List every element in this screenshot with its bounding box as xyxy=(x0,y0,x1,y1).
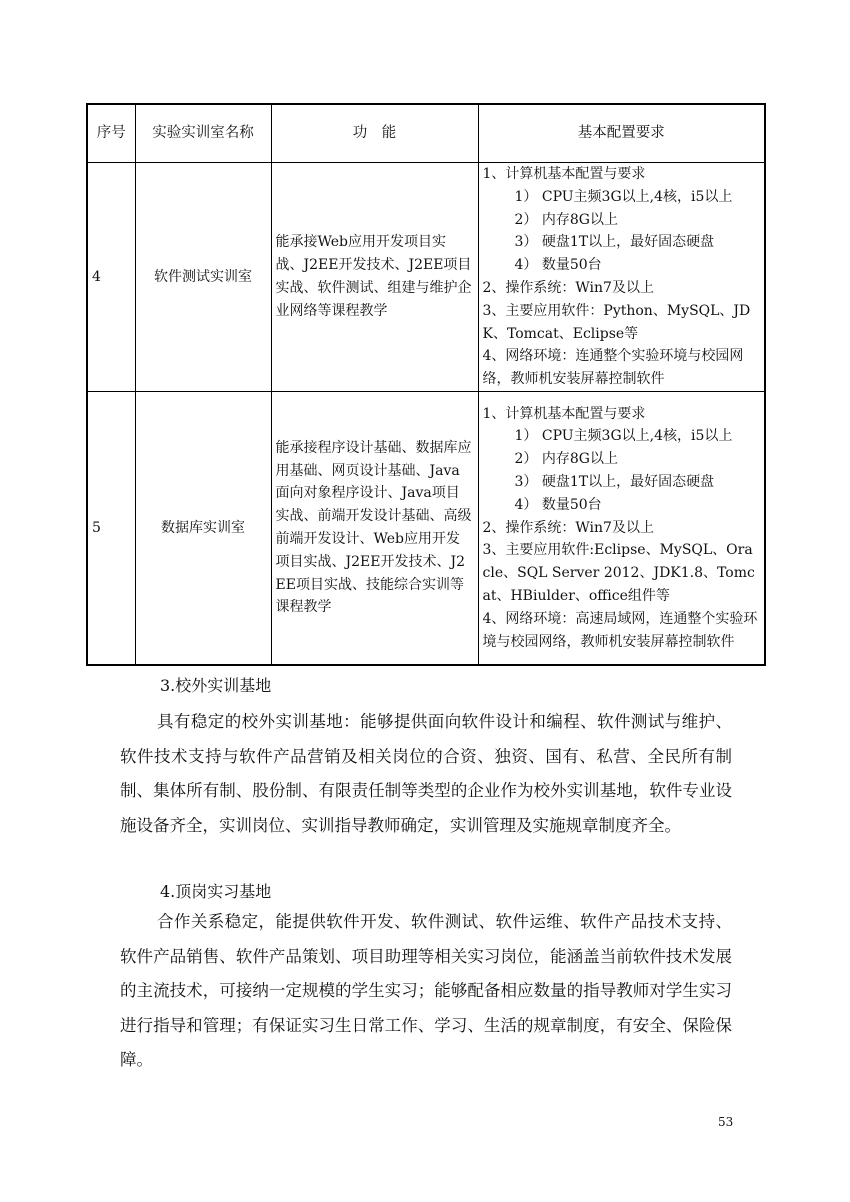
config-line: 1） CPU主频3G以上,4核，i5以上 xyxy=(514,188,733,205)
row-lab-name: 软件测试实训室 xyxy=(135,163,271,392)
row-config xyxy=(478,163,765,392)
section-body-internship-base: 合作关系稳定，能提供软件开发、软件测试、软件运维、软件产品技术支持、软件产品销售、软件产品策划、项目助理等相关实习岗位，能涵盖当前软件技术发展的主流技术，可接纳一定规模的学生实习；能够配备相应数量的指导教师对学生实习进行指导和管理；有保证实习生日常工作、学习、生活的规章制度，有安全、保险保障。 xyxy=(120,912,732,1070)
row-config xyxy=(478,391,765,665)
config-line: 2、操作系统：Win7及以上 xyxy=(482,519,654,536)
config-line: 3） 硬盘1T以上，最好固态硬盘 xyxy=(514,473,715,490)
section-heading-internship-base: 4.顶岗实习基地 xyxy=(160,882,272,901)
config-line: 3） 硬盘1T以上，最好固态硬盘 xyxy=(514,234,715,251)
config-line: 2、操作系统：Win7及以上 xyxy=(482,279,654,296)
config-line: 1、计算机基本配置与要求 xyxy=(482,166,646,182)
config-line: 3、主要应用软件：Python、MySQL、JDK、Tomcat、Eclipse等 xyxy=(482,302,751,342)
config-line: 1） CPU主频3G以上,4核，i5以上 xyxy=(514,428,733,445)
lab-config-table xyxy=(86,103,766,666)
config-line: 4、网络环境：连通整个实验环境与校园网络，教师机安装屏幕控制软件 xyxy=(482,348,744,388)
config-line: 3、主要应用软件:Eclipse、MySQL、Oracle、SQL Server 2012、JDK1.8、Tomcat、HBiulder、office组件等 xyxy=(482,542,755,604)
config-line: 4） 数量50台 xyxy=(514,257,602,274)
header-config: 基本配置要求 xyxy=(478,104,765,163)
header-function: 功 能 xyxy=(271,104,478,163)
page-number: 53 xyxy=(718,1115,734,1129)
row-index: 4 xyxy=(87,163,135,392)
config-line: 4） 数量50台 xyxy=(514,496,602,513)
section-body-offsite-training: 具有稳定的校外实训基地：能够提供面向软件设计和编程、软件测试与维护、软件技术支持与软件产品营销及相关岗位的合资、独资、国有、私营、全民所有制制、集体所有制、股份制、有限责任制等类型的企业作为校外实训基地，软件专业设施设备齐全，实训岗位、实训指导教师确定，实训管理及实施规章制度齐全。 xyxy=(120,712,732,835)
row-lab-name: 数据库实训室 xyxy=(135,391,271,665)
config-line: 1、计算机基本配置与要求 xyxy=(482,405,646,422)
table-header-row xyxy=(87,104,765,163)
section-heading-offsite-training: 3.校外实训基地 xyxy=(160,676,272,695)
table-row xyxy=(87,391,765,665)
row-index: 5 xyxy=(87,391,135,665)
config-line: 2） 内存8G以上 xyxy=(514,211,618,228)
config-line: 2） 内存8G以上 xyxy=(514,451,618,468)
row-function: 能承接程序设计基础、数据库应用基础、网页设计基础、Java面向对象程序设计、Java项目实战、前端开发设计基础、高级前端开发设计、Web应用开发项目实战、J2EE开发技术、J2EE项目实战、技能综合实训等课程教学 xyxy=(271,391,478,665)
config-line: 4、网络环境：高速局域网，连通整个实验环境与校园网络，教师机安装屏幕控制软件 xyxy=(482,610,758,650)
header-lab-name: 实验实训室名称 xyxy=(135,104,271,163)
table-row xyxy=(87,163,765,392)
header-index: 序号 xyxy=(87,104,135,163)
row-function: 能承接Web应用开发项目实战、J2EE开发技术、J2EE项目实战、软件测试、组建与维护企业网络等课程教学 xyxy=(271,163,478,392)
